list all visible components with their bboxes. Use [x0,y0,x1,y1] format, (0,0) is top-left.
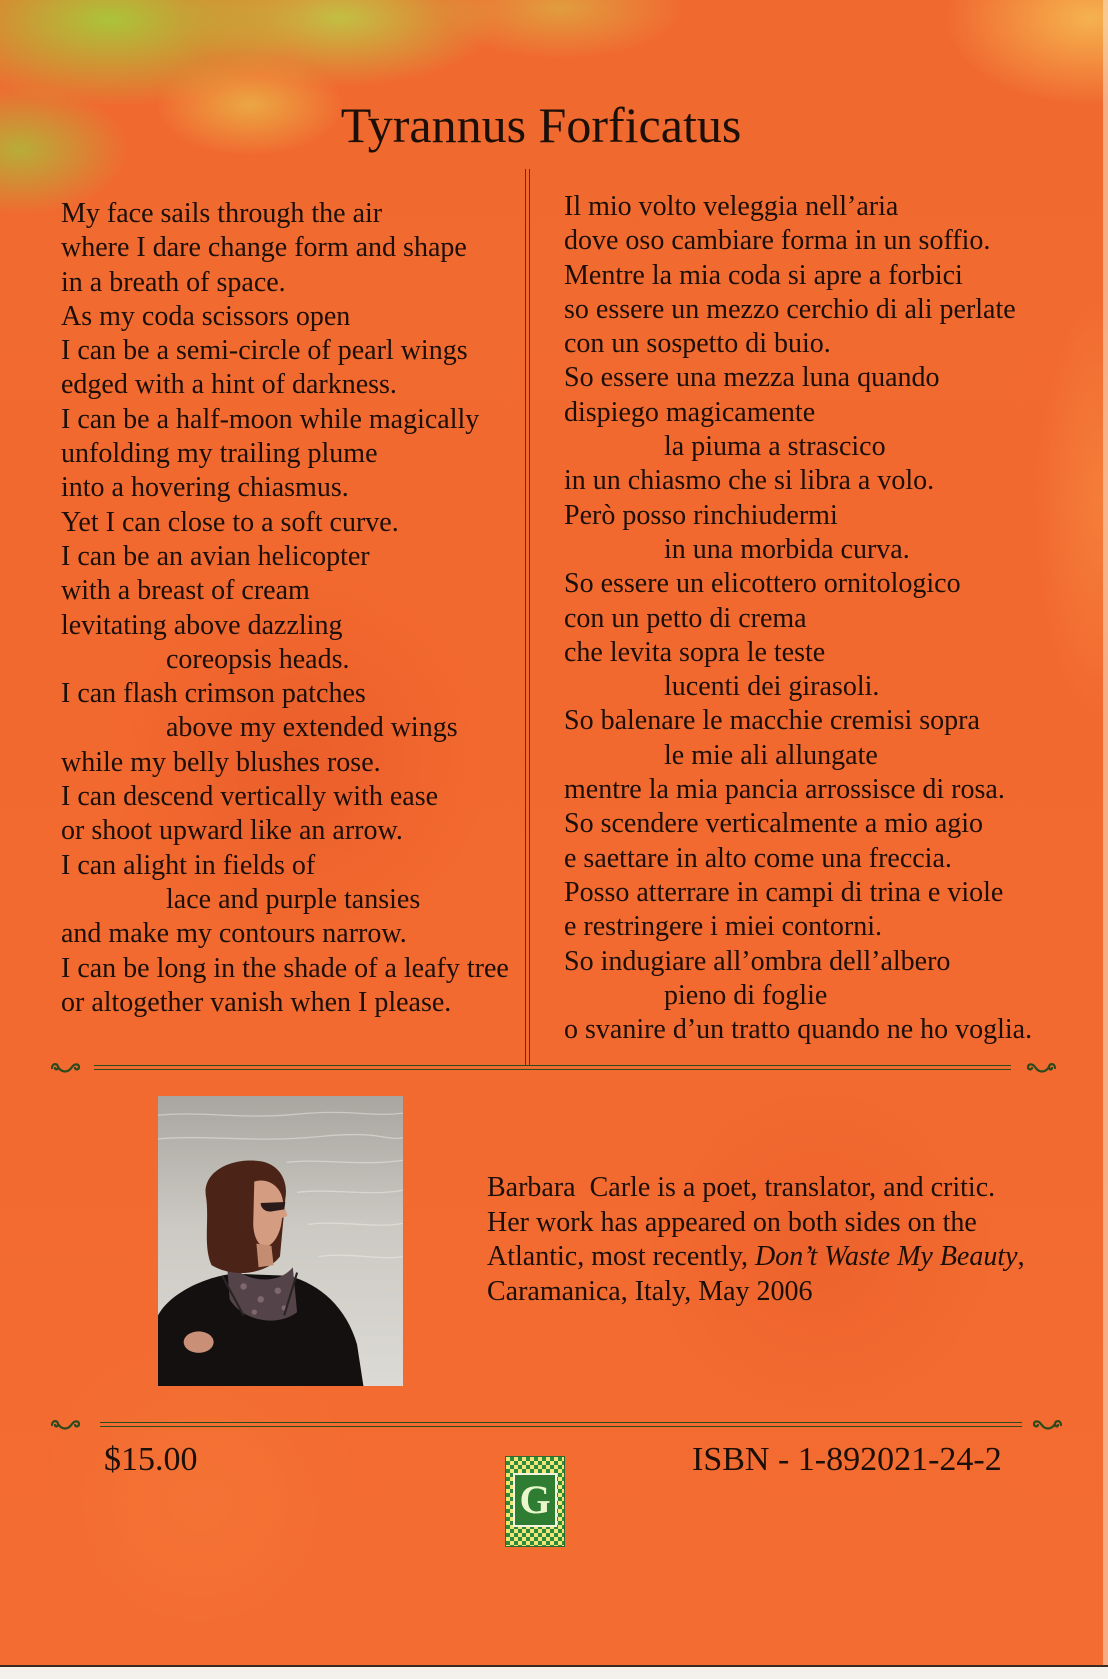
isbn: ISBN - 1-892021-24-2 [692,1441,1002,1478]
poem-line: con un petto di crema [564,602,807,634]
publisher-logo-icon [505,1456,565,1547]
poem-line: with a breast of cream [61,575,310,607]
poem-line-indented: coreopsis heads. [166,643,350,675]
poem-line: Il mio volto veleggia nell’aria [564,191,899,222]
scroll-ornament-icon [48,1059,82,1075]
poem-line: So indugiare all’ombra dell’albero [564,945,951,977]
poem-line: into a hovering chiasmus. [61,472,349,504]
poem-line: I can alight in fields of [61,849,316,881]
book-title: Don’t Waste My Beauty [755,1241,1018,1273]
horizontal-divider [100,1422,1022,1427]
poem-line: mentre la mia pancia arrossisce di rosa. [564,774,1005,806]
author-neck [256,1244,273,1268]
price: $15.00 [104,1441,198,1478]
poem-line: So balenare le macchie cremisi sopra [564,705,980,737]
poem-line: Yet I can close to a soft curve. [61,506,399,538]
poem-line: and make my contours narrow. [61,918,407,950]
poem-line: or altogether vanish when I please. [61,986,452,1018]
poem-line-indented: in una morbida curva. [664,533,910,565]
author-photo [158,1096,403,1386]
poem-line-indented: above my extended wings [166,712,458,744]
bio-line: Barbara Carle is a poet, translator, and critic. [487,1172,996,1203]
scan-margin [0,1667,1108,1679]
bio-line [487,1240,1025,1275]
bio-text: Atlantic, most recently, [487,1241,755,1273]
poem-line: while my belly blushes rose. [61,746,381,778]
publisher-logo-box [513,1473,557,1527]
poem-line: I can be an avian helicopter [61,540,370,572]
poem-line: My face sails through the air [61,198,383,229]
poem-line: unfolding my trailing plume [61,438,378,470]
poem-line: So essere una mezza luna quando [564,362,940,394]
poem-line: edged with a hint of darkness. [61,369,397,401]
author-hand [184,1331,214,1352]
poem-line: con un sospetto di buio. [564,328,831,360]
scroll-ornament-icon [1031,1416,1065,1432]
author-bio [487,1171,1025,1309]
poem-line: where I dare change form and shape [61,232,467,264]
cover-edge [1103,0,1108,1668]
publisher-logo-letter: G [519,1477,551,1522]
poem-line-indented: lace and purple tansies [166,883,421,915]
poem-line: I can descend vertically with ease [61,781,439,813]
scroll-ornament-icon [1025,1059,1059,1075]
poem-line-indented: pieno di foglie [664,979,828,1011]
poem-line: Però posso rinchiudermi [564,499,838,531]
poem-line: dispiego magicamente [564,396,816,428]
poem-line: I can be a half-moon while magically [61,403,480,435]
poem-line: dove oso cambiare forma in un soffio. [564,225,991,257]
poem-line: I can be a semi-circle of pearl wings [61,335,468,367]
poem-english-column [61,197,509,1020]
poem-line-indented: la piuma a strascico [664,431,886,463]
poem-line: e restringere i miei contorni. [564,911,882,943]
poem-line: Mentre la mia coda si apre a forbici [564,259,963,291]
poem-line: o svanire d’un tratto quando ne ho voglia. [564,1014,1033,1046]
poem-line: levitating above dazzling [61,609,343,641]
poem-line: or shoot upward like an arrow. [61,815,403,847]
poem-italian-column [564,190,1032,1047]
poem-line: So scendere verticalmente a mio agio [564,808,984,840]
poem-title: Tyrannus Forficatus [340,97,742,153]
poem-line: So essere un elicottero ornitologico [564,568,961,600]
bio-line: Caramanica, Italy, May 2006 [487,1275,813,1307]
poem-line-indented: le mie ali allungate [664,739,878,771]
poem-line: in a breath of space. [61,266,286,298]
poem-line: so essere un mezzo cerchio di ali perlate [564,293,1016,325]
vertical-divider [525,169,530,1065]
horizontal-divider [94,1065,1011,1070]
poem-line: I can be long in the shade of a leafy tree [61,952,509,984]
poem-line: I can flash crimson patches [61,678,366,710]
bio-line: Her work has appeared on both sides on the [487,1206,977,1238]
poem-line-indented: lucenti dei girasoli. [664,671,880,703]
poem-line: che levita sopra le teste [564,636,826,668]
poem-line: in un chiasmo che si libra a volo. [564,465,935,497]
bio-text: , [1017,1241,1025,1273]
poem-line: As my coda scissors open [61,300,351,332]
scroll-ornament-icon [48,1416,82,1432]
poem-line: e saettare in alto come una freccia. [564,842,952,874]
poem-line: Posso atterrare in campi di trina e viole [564,876,1004,908]
